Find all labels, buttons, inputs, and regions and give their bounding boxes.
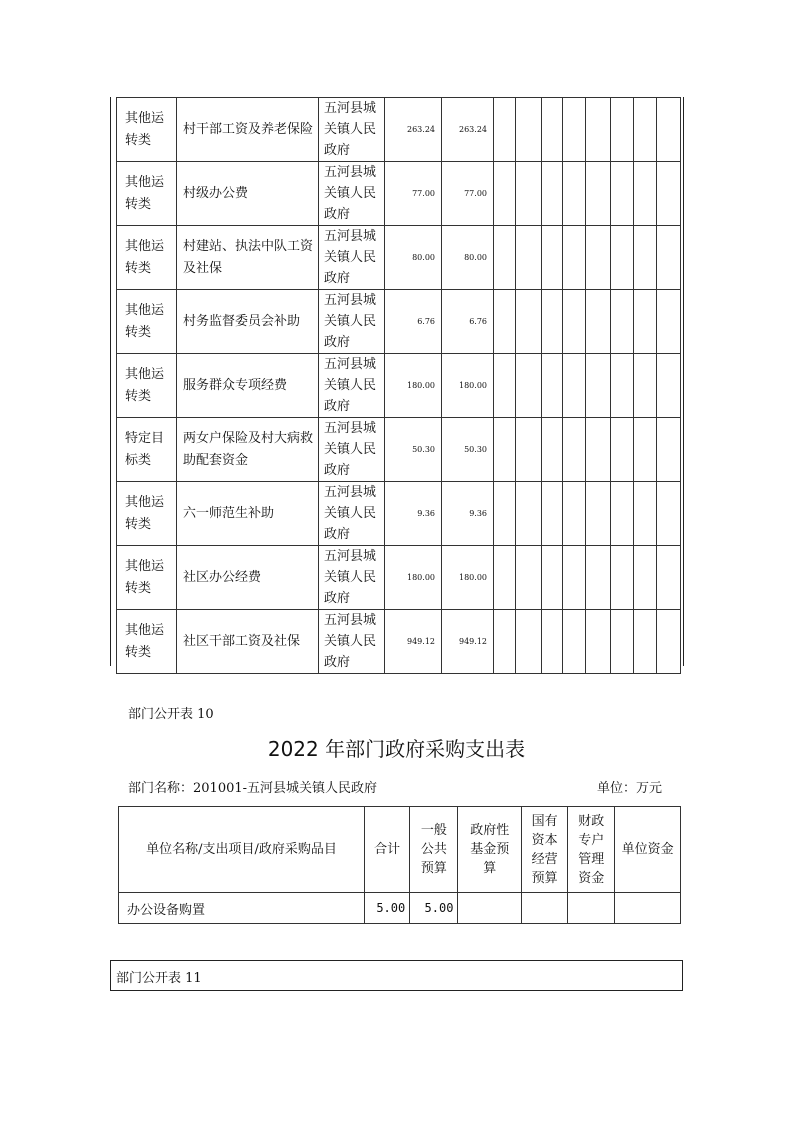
category-cell: 其他运转类 [117,610,177,674]
table-row [117,482,681,546]
general-cell: 949.12 [442,610,494,674]
empty-cell [516,162,542,226]
empty-cell [657,98,681,162]
empty-cell [634,418,657,482]
empty-cell [586,354,611,418]
header-row [119,807,681,893]
table-row [117,98,681,162]
empty-cell [542,98,563,162]
empty-cell [542,610,563,674]
category-cell: 其他运转类 [117,546,177,610]
general-cell: 50.30 [442,418,494,482]
empty-cell [657,546,681,610]
item-cell: 社区办公经费 [177,546,319,610]
row-total: 5.00 [365,893,410,924]
empty-cell [634,610,657,674]
empty-cell [516,418,542,482]
empty-cell [611,418,634,482]
empty-cell [611,610,634,674]
empty-cell [586,610,611,674]
empty-cell [516,482,542,546]
category-cell: 特定目标类 [117,418,177,482]
empty-cell [586,482,611,546]
empty-cell [634,482,657,546]
item-cell: 两女户保险及村大病救助配套资金 [177,418,319,482]
total-cell: 949.12 [385,610,442,674]
empty-cell [611,546,634,610]
item-cell: 社区干部工资及社保 [177,610,319,674]
empty-cell [542,290,563,354]
org-cell: 五河县城关镇人民政府 [319,546,385,610]
item-cell: 村建站、执法中队工资及社保 [177,226,319,290]
procurement-table [118,806,681,924]
empty-cell [586,98,611,162]
empty-cell [563,226,586,290]
table-row [117,290,681,354]
table-row [117,418,681,482]
table-row [117,546,681,610]
empty-cell [586,290,611,354]
empty-cell [494,482,516,546]
table-row [117,354,681,418]
header-unit-funds: 单位资金 [615,807,681,893]
org-cell: 五河县城关镇人民政府 [319,610,385,674]
empty-cell [563,98,586,162]
empty-cell [494,226,516,290]
empty-cell [586,226,611,290]
total-cell: 180.00 [385,546,442,610]
item-cell: 村务监督委员会补助 [177,290,319,354]
org-cell: 五河县城关镇人民政府 [319,482,385,546]
header-state-capital: 国有资本经营预算 [522,807,568,893]
header-general: 一般公共预算 [410,807,458,893]
general-cell: 263.24 [442,98,494,162]
total-cell: 180.00 [385,354,442,418]
row-fund [458,893,522,924]
empty-cell [516,610,542,674]
empty-cell [563,482,586,546]
org-cell: 五河县城关镇人民政府 [319,418,385,482]
empty-cell [634,290,657,354]
empty-cell [542,226,563,290]
empty-cell [494,546,516,610]
project-expense-table [116,97,681,674]
empty-cell [563,418,586,482]
empty-cell [611,482,634,546]
empty-cell [516,354,542,418]
empty-cell [494,162,516,226]
empty-cell [634,546,657,610]
header-name: 单位名称/支出项目/政府采购品目 [119,807,365,893]
empty-cell [563,610,586,674]
empty-cell [494,354,516,418]
header-fund: 政府性基金预算 [458,807,522,893]
empty-cell [516,98,542,162]
empty-cell [611,98,634,162]
empty-cell [542,418,563,482]
empty-cell [494,418,516,482]
org-cell: 五河县城关镇人民政府 [319,290,385,354]
empty-cell [494,98,516,162]
total-cell: 77.00 [385,162,442,226]
total-cell: 80.00 [385,226,442,290]
table-label-11: 部门公开表 11 [116,971,202,986]
empty-cell [634,226,657,290]
general-cell: 180.00 [442,546,494,610]
empty-cell [542,482,563,546]
header-special-account: 财政专户管理资金 [568,807,615,893]
general-cell: 80.00 [442,226,494,290]
category-cell: 其他运转类 [117,290,177,354]
category-cell: 其他运转类 [117,482,177,546]
table-row [117,162,681,226]
table-row [117,226,681,290]
general-cell: 6.76 [442,290,494,354]
empty-cell [611,290,634,354]
empty-cell [516,290,542,354]
empty-cell [657,162,681,226]
empty-cell [516,226,542,290]
empty-cell [611,226,634,290]
item-cell: 服务群众专项经费 [177,354,319,418]
empty-cell [586,418,611,482]
row-name: 办公设备购置 [119,893,365,924]
empty-cell [657,354,681,418]
empty-cell [542,546,563,610]
row-unit-funds [615,893,681,924]
category-cell: 其他运转类 [117,226,177,290]
row-state-capital [522,893,568,924]
empty-cell [657,610,681,674]
table-label-10: 部门公开表 10 [128,707,214,722]
org-cell: 五河县城关镇人民政府 [319,162,385,226]
empty-cell [542,354,563,418]
empty-cell [611,354,634,418]
table-label-11-box [110,960,683,991]
general-cell: 9.36 [442,482,494,546]
empty-cell [516,546,542,610]
empty-cell [494,290,516,354]
empty-cell [657,482,681,546]
total-cell: 6.76 [385,290,442,354]
total-cell: 263.24 [385,98,442,162]
unit-label: 单位：万元 [597,781,663,796]
total-cell: 50.30 [385,418,442,482]
item-cell: 六一师范生补助 [177,482,319,546]
total-cell: 9.36 [385,482,442,546]
empty-cell [542,162,563,226]
table-row [117,610,681,674]
general-cell: 77.00 [442,162,494,226]
table-row [119,893,681,924]
empty-cell [611,162,634,226]
empty-cell [657,290,681,354]
row-general: 5.00 [410,893,458,924]
empty-cell [657,418,681,482]
empty-cell [563,290,586,354]
org-cell: 五河县城关镇人民政府 [319,354,385,418]
empty-cell [563,546,586,610]
department-name: 部门名称：201001-五河县城关镇人民政府 [128,781,378,796]
empty-cell [634,98,657,162]
item-cell: 村干部工资及养老保险 [177,98,319,162]
empty-cell [657,226,681,290]
general-cell: 180.00 [442,354,494,418]
row-special-account [568,893,615,924]
page-title: 2022 年部门政府采购支出表 [267,737,526,761]
category-cell: 其他运转类 [117,354,177,418]
empty-cell [563,162,586,226]
category-cell: 其他运转类 [117,162,177,226]
empty-cell [586,546,611,610]
empty-cell [586,162,611,226]
org-cell: 五河县城关镇人民政府 [319,226,385,290]
empty-cell [634,354,657,418]
empty-cell [634,162,657,226]
empty-cell [494,610,516,674]
item-cell: 村级办公费 [177,162,319,226]
org-cell: 五河县城关镇人民政府 [319,98,385,162]
category-cell: 其他运转类 [117,98,177,162]
empty-cell [563,354,586,418]
header-total: 合计 [365,807,410,893]
